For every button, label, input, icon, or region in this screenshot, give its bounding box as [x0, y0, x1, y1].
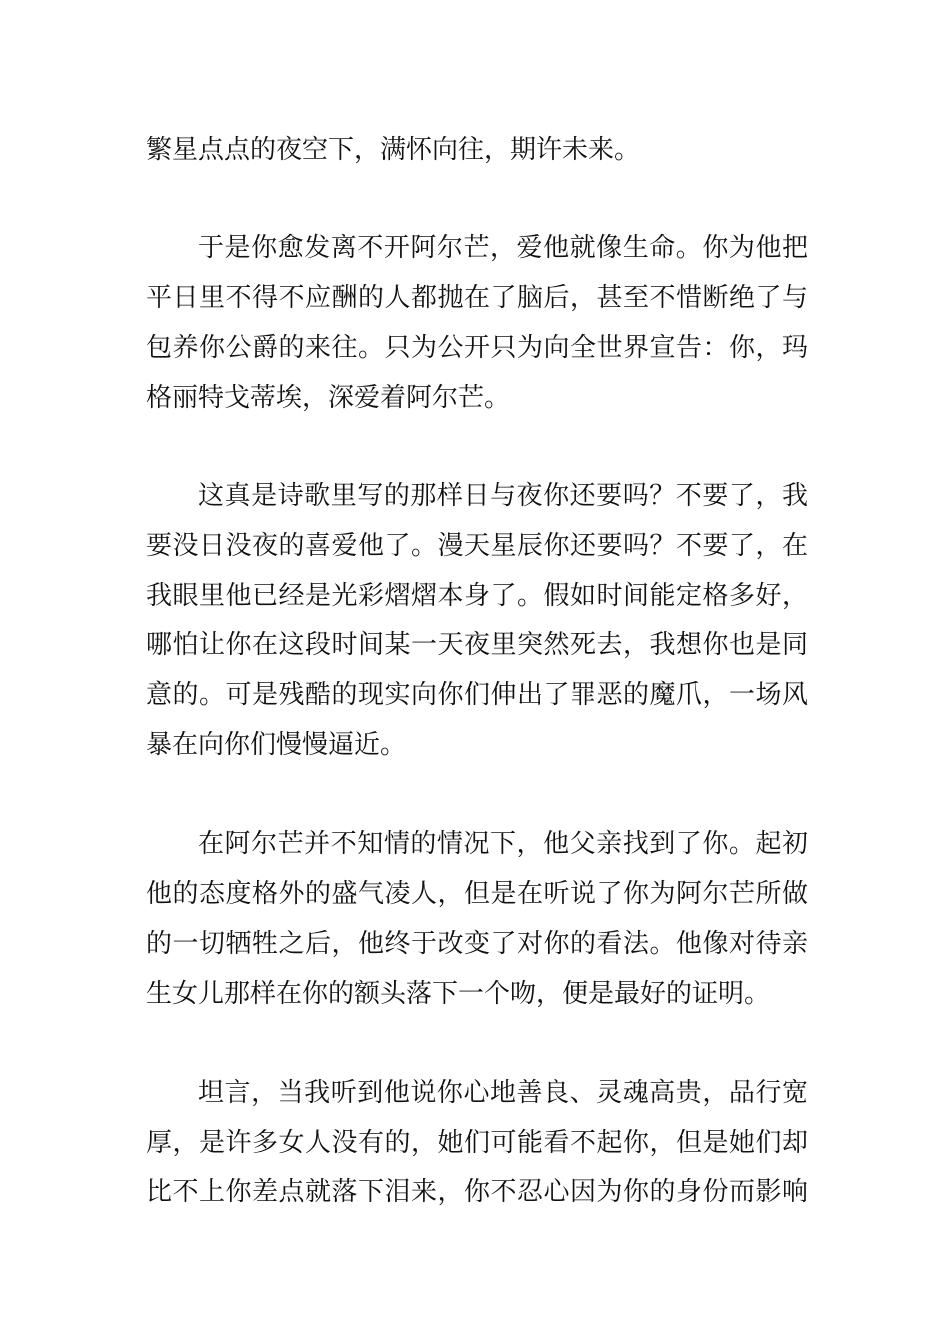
paragraph-3-line-3: 生女儿那样在你的额头落下一个吻，便是最好的证明。: [146, 979, 771, 1009]
paragraph-2-line-0: 这真是诗歌里写的那样日与夜你还要吗？不要了，我: [198, 481, 808, 511]
paragraph-4-line-2: 比不上你差点就落下泪来，你不忍心因为你的身份而影响: [146, 1177, 808, 1207]
paragraph-2-line-4: 意的。可是残酷的现实向你们伸出了罪恶的魔爪，一场风: [146, 680, 808, 710]
paragraph-4-line-1: 厚，是许多女人没有的，她们可能看不起你，但是她们却: [146, 1128, 808, 1158]
paragraph-1-line-1: 平日里不得不应酬的人都抛在了脑后，甚至不惜断绝了与: [146, 283, 808, 313]
paragraph-3-line-1: 他的态度格外的盛气凌人，但是在听说了你为阿尔芒所做: [146, 879, 808, 909]
paragraph-2-line-3: 哪怕让你在这段时间某一天夜里突然死去，我想你也是同: [146, 630, 808, 660]
paragraph-1-line-3: 格丽特戈蒂埃，深爱着阿尔芒。: [146, 383, 511, 413]
paragraph-2-line-5: 暴在向你们慢慢逼近。: [146, 730, 407, 760]
paragraph-3-line-2: 的一切牺牲之后，他终于改变了对你的看法。他像对待亲: [146, 929, 808, 959]
paragraph-1-line-2: 包养你公爵的来往。只为公开只为向全世界宣告：你，玛: [146, 333, 808, 363]
paragraph-1-line-0: 于是你愈发离不开阿尔芒，爱他就像生命。你为他把: [198, 233, 808, 263]
paragraph-3-line-0: 在阿尔芒并不知情的情况下，他父亲找到了你。起初: [198, 829, 808, 859]
paragraph-4-line-0: 坦言，当我听到他说你心地善良、灵魂高贵，品行宽: [198, 1078, 808, 1108]
paragraph-2-line-2: 我眼里他已经是光彩熠熠本身了。假如时间能定格多好，: [146, 581, 808, 611]
paragraph-2-line-1: 要没日没夜的喜爱他了。漫天星辰你还要吗？不要了，在: [146, 531, 808, 561]
paragraph-0-line-0: 繁星点点的夜空下，满怀向往，期许未来。: [146, 135, 641, 165]
